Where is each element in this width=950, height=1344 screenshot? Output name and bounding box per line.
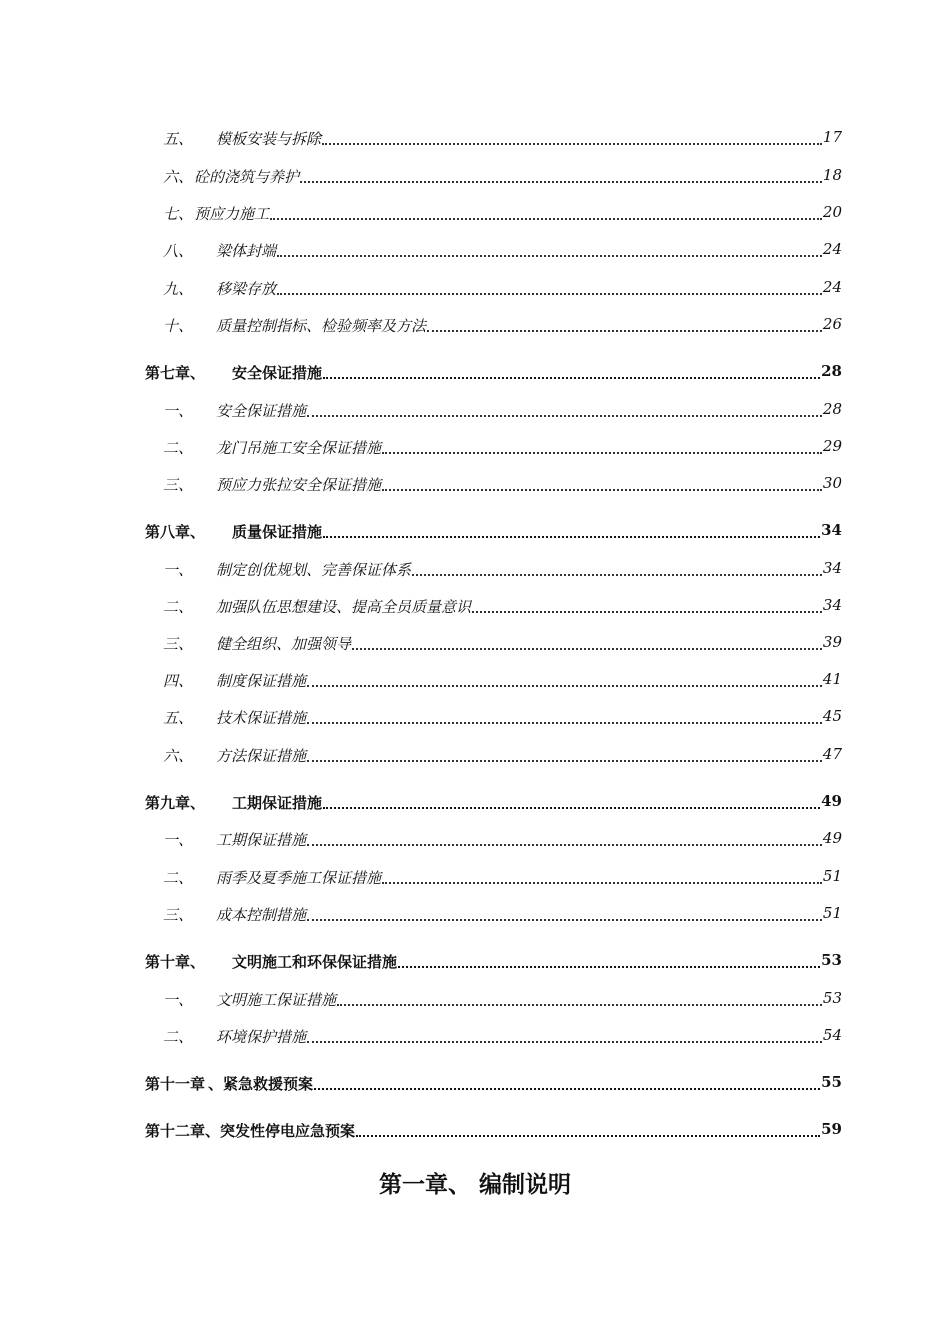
toc-page-number: 29 [822, 437, 842, 455]
toc-dot-leader [323, 377, 820, 379]
toc-entry-number: 三、 [163, 635, 194, 653]
toc-section-entry[interactable] [0, 707, 950, 731]
toc-section-entry[interactable] [0, 559, 950, 583]
toc-entry-title: 安全保证措施 [232, 364, 323, 382]
toc-section-entry[interactable] [0, 437, 950, 461]
toc-entry-title: 第十二章、突发性停电应急预案 [145, 1122, 356, 1140]
toc-dot-leader [382, 882, 822, 884]
toc-entry-number: 二、 [163, 1028, 194, 1046]
toc-chapter-entry[interactable] [0, 792, 950, 816]
toc-chapter-entry[interactable] [0, 1073, 950, 1097]
toc-section-entry[interactable] [0, 400, 950, 424]
toc-section-entry[interactable] [0, 166, 950, 190]
toc-section-entry[interactable] [0, 203, 950, 227]
toc-dot-leader [356, 1135, 820, 1137]
toc-dot-leader [398, 966, 820, 968]
toc-entry-number: 二、 [163, 869, 194, 887]
toc-page-number: 39 [822, 633, 842, 651]
toc-page-number: 34 [821, 521, 842, 539]
toc-entry-title: 工期保证措施 [216, 831, 307, 849]
toc-page-number: 34 [822, 596, 842, 614]
toc-entry-title: 加强队伍思想建设、提高全员质量意识 [216, 598, 472, 616]
toc-entry-number: 第十章、 [145, 953, 206, 971]
toc-dot-leader [352, 648, 822, 650]
toc-page-number: 47 [822, 745, 842, 763]
toc-section-entry[interactable] [0, 315, 950, 339]
toc-entry-title: 工期保证措施 [232, 794, 323, 812]
toc-dot-leader [337, 1004, 822, 1006]
chapter-heading: 第一章、 编制说明 [378, 1171, 571, 1198]
toc-section-entry[interactable] [0, 278, 950, 302]
toc-page-number: 34 [822, 559, 842, 577]
toc-chapter-entry[interactable] [0, 1120, 950, 1144]
toc-page-number: 17 [822, 128, 842, 146]
toc-entry-number: 四、 [163, 672, 194, 690]
toc-page-number: 51 [822, 904, 842, 922]
toc-page-number: 49 [822, 829, 842, 847]
toc-entry-title: 预应力施工 [194, 205, 270, 223]
toc-entry-title: 健全组织、加强领导 [216, 635, 352, 653]
toc-page-number: 51 [822, 867, 842, 885]
toc-dot-leader [382, 489, 822, 491]
toc-section-entry[interactable] [0, 904, 950, 928]
toc-entry-title: 方法保证措施 [216, 747, 307, 765]
toc-entry-number: 第十一章 [145, 1075, 206, 1093]
toc-dot-leader [307, 919, 822, 921]
toc-dot-leader [307, 1041, 822, 1043]
toc-entry-number: 二、 [163, 598, 194, 616]
toc-entry-number: 七、 [163, 205, 194, 223]
toc-chapter-entry[interactable] [0, 951, 950, 975]
toc-entry-title: 文明施工和环保保证措施 [232, 953, 398, 971]
toc-entry-number: 五、 [163, 130, 194, 148]
toc-page-number: 18 [822, 166, 842, 184]
toc-chapter-entry[interactable] [0, 521, 950, 545]
toc-entry-title: 制度保证措施 [216, 672, 307, 690]
toc-dot-leader [307, 844, 822, 846]
toc-entry-title: 移梁存放 [216, 280, 277, 298]
toc-entry-title: 成本控制措施 [216, 906, 307, 924]
toc-dot-leader [382, 452, 822, 454]
toc-page-number: 26 [822, 315, 842, 333]
toc-section-entry[interactable] [0, 596, 950, 620]
toc-page-number: 59 [821, 1120, 842, 1138]
toc-entry-number: 五、 [163, 709, 194, 727]
toc-entry-title: 龙门吊施工安全保证措施 [216, 439, 382, 457]
toc-entry-number: 一、 [163, 991, 194, 1009]
toc-section-entry[interactable] [0, 829, 950, 853]
toc-dot-leader [412, 574, 822, 576]
toc-entry-title: 技术保证措施 [216, 709, 307, 727]
toc-dot-leader [300, 181, 822, 183]
toc-entry-title: 制定创优规划、完善保证体系 [216, 561, 412, 579]
toc-section-entry[interactable] [0, 633, 950, 657]
toc-dot-leader [307, 760, 822, 762]
toc-entry-number: 第八章、 [145, 523, 206, 541]
toc-entry-title: 、紧急救援预案 [208, 1075, 314, 1093]
toc-dot-leader [307, 722, 822, 724]
toc-page-number: 53 [821, 951, 842, 969]
toc-page-number: 49 [821, 792, 842, 810]
toc-entry-number: 十、 [163, 317, 194, 335]
toc-page-number: 41 [822, 670, 842, 688]
toc-entry-title: 模板安装与拆除 [216, 130, 322, 148]
toc-dot-leader [270, 218, 822, 220]
toc-chapter-entry[interactable] [0, 362, 950, 386]
toc-section-entry[interactable] [0, 128, 950, 152]
toc-section-entry[interactable] [0, 1026, 950, 1050]
toc-entry-number: 九、 [163, 280, 194, 298]
toc-dot-leader [307, 415, 822, 417]
toc-page-number: 28 [822, 400, 842, 418]
toc-dot-leader [277, 255, 822, 257]
toc-entry-number: 六、 [163, 747, 194, 765]
toc-dot-leader [314, 1088, 820, 1090]
toc-entry-number: 六、 [163, 168, 194, 186]
toc-entry-number: 八、 [163, 242, 194, 260]
toc-section-entry[interactable] [0, 670, 950, 694]
toc-entry-number: 第七章、 [145, 364, 206, 382]
toc-entry-title: 文明施工保证措施 [216, 991, 337, 1009]
toc-page-number: 54 [822, 1026, 842, 1044]
toc-page-number: 20 [822, 203, 842, 221]
toc-entry-title: 预应力张拉安全保证措施 [216, 476, 382, 494]
toc-entry-title: 安全保证措施 [216, 402, 307, 420]
toc-entry-title: 质量控制指标、检验频率及方法 [216, 317, 427, 335]
toc-entry-number: 二、 [163, 439, 194, 457]
toc-dot-leader [307, 685, 822, 687]
toc-section-entry[interactable] [0, 745, 950, 769]
toc-section-entry[interactable] [0, 474, 950, 498]
toc-dot-leader [427, 330, 822, 332]
toc-entry-number: 一、 [163, 831, 194, 849]
toc-entry-title: 质量保证措施 [232, 523, 323, 541]
toc-page-number: 55 [821, 1073, 842, 1091]
toc-page-number: 30 [822, 474, 842, 492]
toc-section-entry[interactable] [0, 867, 950, 891]
toc-section-entry[interactable] [0, 240, 950, 264]
toc-dot-leader [323, 807, 820, 809]
toc-page-number: 24 [822, 240, 842, 258]
toc-entry-title: 梁体封端 [216, 242, 277, 260]
toc-page-number: 24 [822, 278, 842, 296]
toc-page-number: 28 [821, 362, 842, 380]
toc-dot-leader [472, 611, 822, 613]
toc-dot-leader [323, 536, 820, 538]
toc-section-entry[interactable] [0, 989, 950, 1013]
toc-entry-title: 环境保护措施 [216, 1028, 307, 1046]
toc-entry-number: 一、 [163, 561, 194, 579]
toc-entry-title: 雨季及夏季施工保证措施 [216, 869, 382, 887]
toc-entry-number: 一、 [163, 402, 194, 420]
toc-page-number: 45 [822, 707, 842, 725]
toc-entry-number: 三、 [163, 906, 194, 924]
toc-entry-title: 砼的浇筑与养护 [194, 168, 300, 186]
toc-entry-number: 第九章、 [145, 794, 206, 812]
toc-page-number: 53 [822, 989, 842, 1007]
toc-dot-leader [277, 293, 822, 295]
toc-entry-number: 三、 [163, 476, 194, 494]
toc-dot-leader [322, 143, 822, 145]
